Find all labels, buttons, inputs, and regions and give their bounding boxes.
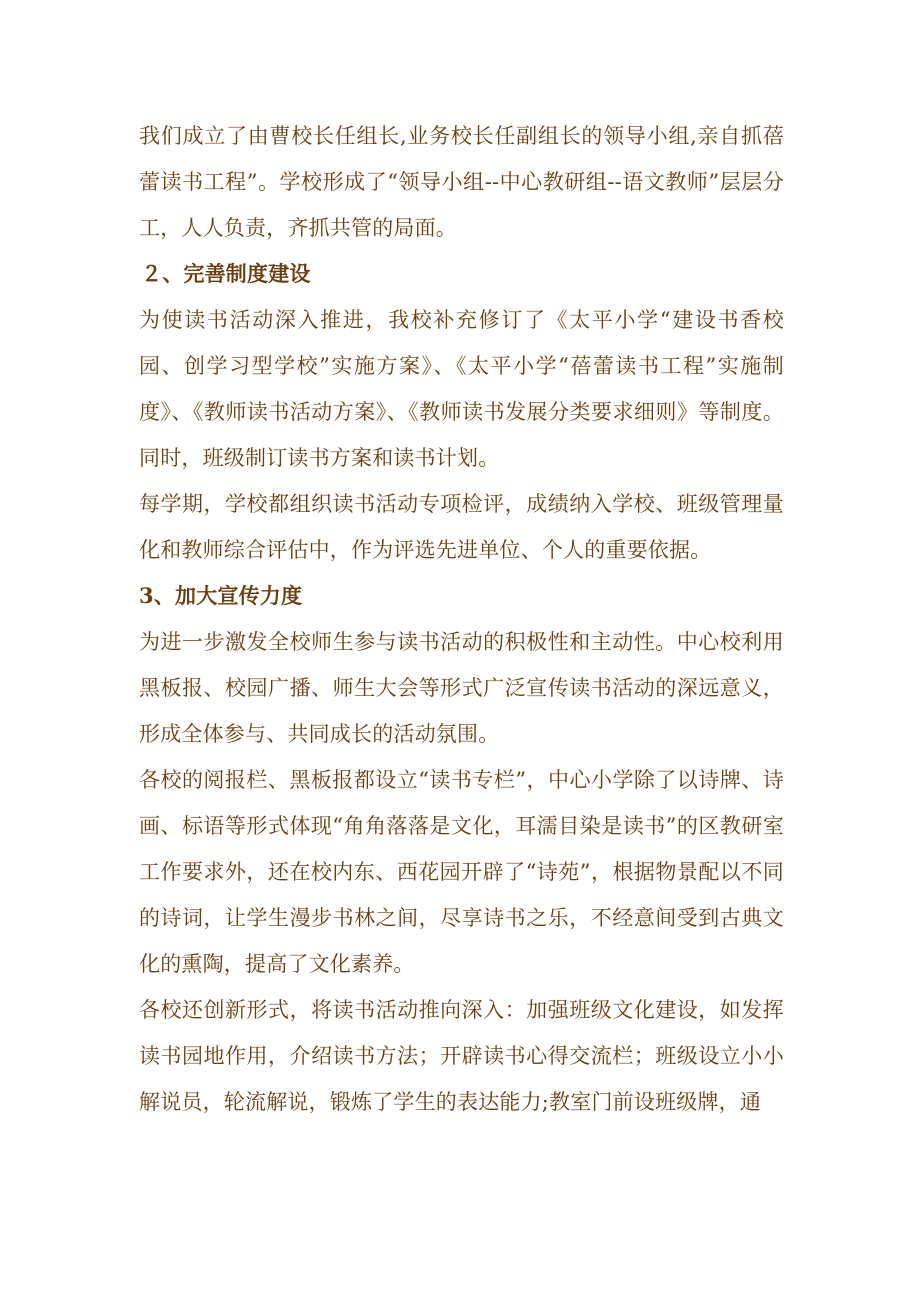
heading-improve-system: ２、完善制度建设 [141, 261, 311, 286]
heading-publicity: 3、加大宣传力度 [139, 583, 303, 608]
paragraph-publicity: 为进一步激发全校师生参与读书活动的积极性和主动性。中心校利用黑板报、校园广播、师生大会等形式广泛宣传读书活动的深远意义，形成全体参与、共同成长的活动氛围。 [139, 630, 784, 746]
paragraph-innovation: 各校还创新形式，将读书活动推向深入：加强班级文化建设，如发挥读书园地作用，介绍读书方法；开辟读书心得交流栏；班级设立小小解说员，轮流解说，锻炼了学生的表达能力;教室门前设班级牌，通 [139, 998, 784, 1114]
paragraph-reading-column: 各校的阅报栏、黑板报都设立“读书专栏”，中心小学除了以诗牌、诗画、标语等形式体现“角角落落是文化，耳濡目染是读书”的区教研室工作要求外，还在校内东、西花园开辟了“诗苑”，根据物景配以不同的诗词，让学生漫步书林之间，尽享诗书之乐，不经意间受到古典文化的熏陶，提高了文化素养。 [139, 768, 784, 976]
document-body [139, 113, 784, 1125]
paragraph-semester-review: 每学期，学校都组织读书活动专项检评，成绩纳入学校、班级管理量化和教师综合评估中，作为评选先进单位、个人的重要依据。 [139, 492, 784, 562]
paragraph-system-revision: 为使读书活动深入推进，我校补充修订了《太平小学“建设书香校园、创学习型学校”实施方案》、《太平小学“蓓蕾读书工程”实施制度》、《教师读书活动方案》、《教师读书发展分类要求细则》等制度。同时，班级制订读书方案和读书计划。 [139, 308, 784, 470]
paragraph-leadership-group: 我们成立了由曹校长任组长,业务校长任副组长的领导小组,亲自抓蓓蕾读书工程”。学校形成了“领导小组--中心教研组--语文教师”层层分工，人人负责，齐抓共管的局面。 [139, 124, 784, 240]
